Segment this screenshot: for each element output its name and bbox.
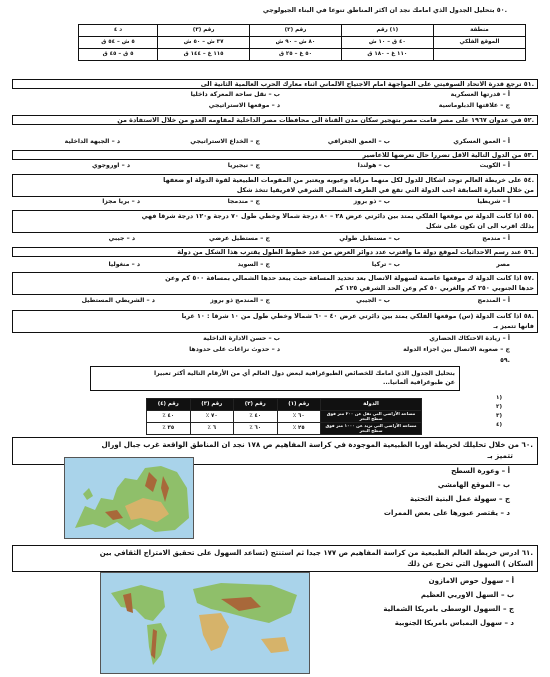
option-4[interactable]: (٤: [496, 422, 502, 428]
option-d[interactable]: د – سهول البمباس بامريكا الجنوبية: [394, 619, 514, 627]
world-map-image: [101, 573, 309, 673]
option-d[interactable]: د – يقتصر عبورها على بعض الممرات: [383, 509, 510, 517]
option-2[interactable]: (٢: [496, 404, 502, 410]
europe-map-image: [65, 458, 193, 538]
option-a[interactable]: أ – العمق العسكري: [453, 138, 510, 145]
question-59: [90, 366, 460, 391]
question-text: عن طبوغرافية ألمانيا...: [382, 379, 455, 387]
option-b[interactable]: ب – نقل ساحة المعركة داخليا: [190, 91, 280, 98]
option-a[interactable]: أ – المندمج: [477, 297, 510, 304]
option-c[interactable]: ج – الخداع الاستراتيجي: [190, 138, 260, 145]
option-d[interactable]: د – الشريطي المستطيل: [81, 297, 155, 304]
table-header: رقم (١): [277, 399, 321, 411]
question-text: تتميز بـ: [487, 450, 513, 460]
question-text: بذلك اقرب الى ان تكون على شكل: [426, 221, 534, 230]
question-text: فانها تتميز بـ: [493, 321, 534, 330]
question-53: [12, 150, 538, 160]
option-c[interactable]: ج – السهول الوسطى بامريكا الشمالية: [383, 605, 514, 613]
option-b[interactable]: ب – ذو بروز: [353, 198, 390, 205]
table-cell: الموقع الفلكي: [433, 37, 525, 49]
option-b[interactable]: ب – مستطيل طولي: [339, 235, 400, 242]
table-cell: ٣٧ ش – ٥٠ ش: [158, 37, 250, 49]
question-56: [12, 247, 538, 257]
table-cell: ٦٠ ٪: [234, 423, 278, 435]
question-50-table: [78, 24, 526, 61]
option-d[interactable]: د – جيبي: [108, 235, 135, 242]
table-cell: مساحة الأراضي التي تقل عن ٢٠٠ متر فوق سطح البحر: [321, 411, 422, 423]
option-a[interactable]: أ – سهول حوض الامازون: [428, 577, 514, 585]
world-physical-map: [100, 572, 310, 674]
question-text: .٥٨ اذا كانت الدولة (س) موقعها الفلكي يمتد بين دائرتي عرض ٤٠ – ٦٠ شمالا وخطي طول من ١٠ شرقا : ١٠ غربا: [181, 312, 534, 320]
table-header: رقم (٣): [190, 399, 234, 411]
table-cell: ٢٥ ٪: [277, 423, 321, 435]
table-header: رقم (٢): [234, 399, 278, 411]
table-cell: ٤٠ ٪: [147, 411, 191, 423]
table-header: رقم (٢): [250, 25, 342, 37]
option-b[interactable]: ب – تركيا: [371, 261, 400, 268]
question-text: .٥٥ اذا كانت الدولة س موقعها الفلكي يمتد بين دائرتي عرض ٢٨ – ٨٠ درجة شمالا وخطي طول ٧٠ درجة و١٢٠ درجة شرقا فهي: [141, 212, 534, 220]
question-54: [12, 174, 538, 197]
table-cell: [433, 49, 525, 61]
question-58: [12, 310, 538, 333]
option-a[interactable]: أ – زيادة الاحتكاك الحضاري: [429, 335, 510, 342]
table-cell: ٨٠ ش – ٩٠ ش: [250, 37, 342, 49]
question-text: حدها الجنوبي ٢٥٠ كم والغربي ٥٠ كم وعن الحد الشرقي ١٢٥ كم: [334, 283, 534, 292]
table-cell: ٣٥ ٪: [147, 423, 191, 435]
option-c[interactable]: ج – مندمجا: [227, 198, 260, 205]
option-c[interactable]: ج – نيجيريا: [227, 162, 260, 169]
option-c[interactable]: ج – علاقتها الدبلوماسية: [438, 102, 510, 109]
question-61: [12, 545, 538, 572]
table-cell: ٧٠ ٪: [190, 411, 234, 423]
question-59-table: [146, 398, 422, 435]
question-text: .٥٢ في عدوان ١٩٦٧ على مصر قامت مصر بتهجير سكان مدن القناة الى محافظات مصر الداخلية لمقاومه العدو من خلال الاستفادة من: [117, 116, 534, 124]
table-cell: ١١٥ غ – ١٤٤ ق: [158, 49, 250, 61]
table-header: د ٤: [79, 25, 158, 37]
question-text: السكان ) السهول التي تخرج عن ذلك: [407, 559, 533, 568]
option-1[interactable]: (١: [496, 395, 502, 401]
option-a[interactable]: أ – وعورة السطح: [451, 467, 510, 475]
table-header: منطقة: [433, 25, 525, 37]
question-text: .٥١ ترجع قدرة الاتحاد السوفيتي على المواجهة امام الاجتياح الالماني اثناء معارك الحرب العالمية الثانية الى: [200, 80, 534, 88]
option-b[interactable]: ب – السهل الاوربي العظيم: [420, 591, 514, 599]
option-d[interactable]: د – موقعها الاستراتيجي: [208, 102, 280, 109]
option-3[interactable]: (٣: [496, 413, 502, 419]
option-b[interactable]: ب – هولندا: [357, 162, 390, 169]
option-a[interactable]: أ – شريطيا: [477, 198, 510, 205]
table-cell: ٦ ٪: [190, 423, 234, 435]
question-50-text: .٥٠ بتحليل الجدول الذي امامك نجد ان اكثر المناطق تنوعا في البناء الجيولوجي: [262, 6, 507, 14]
option-d[interactable]: د – حدوث نزاعات على حدودها: [189, 346, 280, 353]
question-text: .٥٦ عند رسم الاحداثيات لموقع دولة ما واقترب عدد دوائر العرض من عدد خطوط الطول يقترب هذا الشكل من دولة: [177, 248, 534, 256]
question-text: بتحليل الجدول الذي امامك للخصائص الطبوغرافية لبعض دول العالم أي من الأرقام التالية أكثر تعبيرا: [153, 370, 455, 377]
option-c[interactable]: ج – مستطيل عرضي: [208, 235, 270, 242]
option-b[interactable]: ب – الموقع الهامشي: [437, 481, 510, 489]
option-d[interactable]: د – اوروجوي: [92, 162, 130, 169]
option-a[interactable]: مصر: [496, 261, 510, 268]
question-text: .٥٣ من الدول التالية الاقل تضررا حال تعرضها للاعاصير: [362, 151, 534, 159]
option-a[interactable]: أ – الكويت: [479, 162, 510, 169]
option-b[interactable]: ب – الجيبي: [356, 297, 390, 304]
question-text: .٦١ ادرس خريطة العالم الطبيعية من كراسة المفاهيم ص ١٧٧ جيدا ثم استنتج (تساعد السهول على تحقيق الامتزاج الثقافي بين: [99, 549, 533, 557]
table-cell: ٦٠ ٪: [277, 411, 321, 423]
question-text: .٦٠ من خلال تحليلك لخريطة اوربا الطبيعية الموجودة في كراسة المفاهيم ص ١٧٨ نجد ان المناطق الواقعة غرب جبال اورال: [101, 440, 533, 449]
table-cell: ٥ ق – ٤٥ ق: [79, 49, 158, 61]
question-text: .٥٤ على خريطة العالم توجد اشكال للدول لكل منهما مزاياه وعيوبه ويعتبر من المقومات الطبيعية لقوة الدولة او ضعفها: [163, 176, 534, 184]
option-c[interactable]: ج – السويد: [237, 261, 270, 268]
option-c[interactable]: ج – صعوبة الاتصال بين اجزاء الدولة: [403, 346, 510, 353]
question-52: [12, 115, 538, 125]
option-d[interactable]: د – الجبهة الداخلية: [64, 138, 120, 145]
question-55: [12, 210, 538, 233]
question-59-number: .٥٩: [500, 357, 510, 364]
table-cell: مساحة الأراضي التي تزيد عن ١٠٠٠ متر فوق سطح البحر: [321, 423, 422, 435]
table-header: رقم (٣): [158, 25, 250, 37]
option-d[interactable]: د – منغوليا: [108, 261, 140, 268]
table-cell: ٤٠ ٪: [234, 411, 278, 423]
option-b[interactable]: ب – العمق الجغرافي: [327, 138, 390, 145]
europe-physical-map: [64, 457, 194, 539]
question-text: .٥٧ اذا كانت الدولة ك موقعها عاصمة لسهولة الاتصال بعد تحديد المسافة حيث يبعد حدها الشمالي بمسافة ٥٠٠ كم وعن: [165, 274, 534, 282]
table-cell: ١١٠ غ – ١٨٠ ق: [341, 49, 433, 61]
table-cell: ٥ ش – ٥٤ ق: [79, 37, 158, 49]
option-c[interactable]: ج – المندمج ذو بروز: [210, 297, 270, 304]
table-cell: ٤٠ ق – ١٠ ش: [341, 37, 433, 49]
question-50-header: [250, 6, 510, 14]
table-header: رقم (٤): [147, 399, 191, 411]
table-cell: ٥٠ غ – ٢٥ ق: [250, 49, 342, 61]
question-51: [12, 79, 538, 89]
question-text: من خلال العبارة السابقة اجب الدولة التي تقع في الطرف الشمالي الشرقي لافريقيا تتخذ شكل: [236, 185, 534, 194]
table-header: الدولة: [321, 399, 422, 411]
table-header: (١) رقم: [341, 25, 433, 37]
question-57: [12, 272, 538, 295]
option-a[interactable]: أ – مندمج: [482, 235, 510, 242]
option-a[interactable]: أ – قدرتها العسكرية: [450, 91, 510, 98]
option-c[interactable]: ج – سهولة عمل البنية التحتية: [410, 495, 510, 503]
option-d[interactable]: د – بريا مجزا: [102, 198, 140, 205]
option-b[interactable]: ب – حسن الادارة الداخلية: [203, 335, 280, 342]
